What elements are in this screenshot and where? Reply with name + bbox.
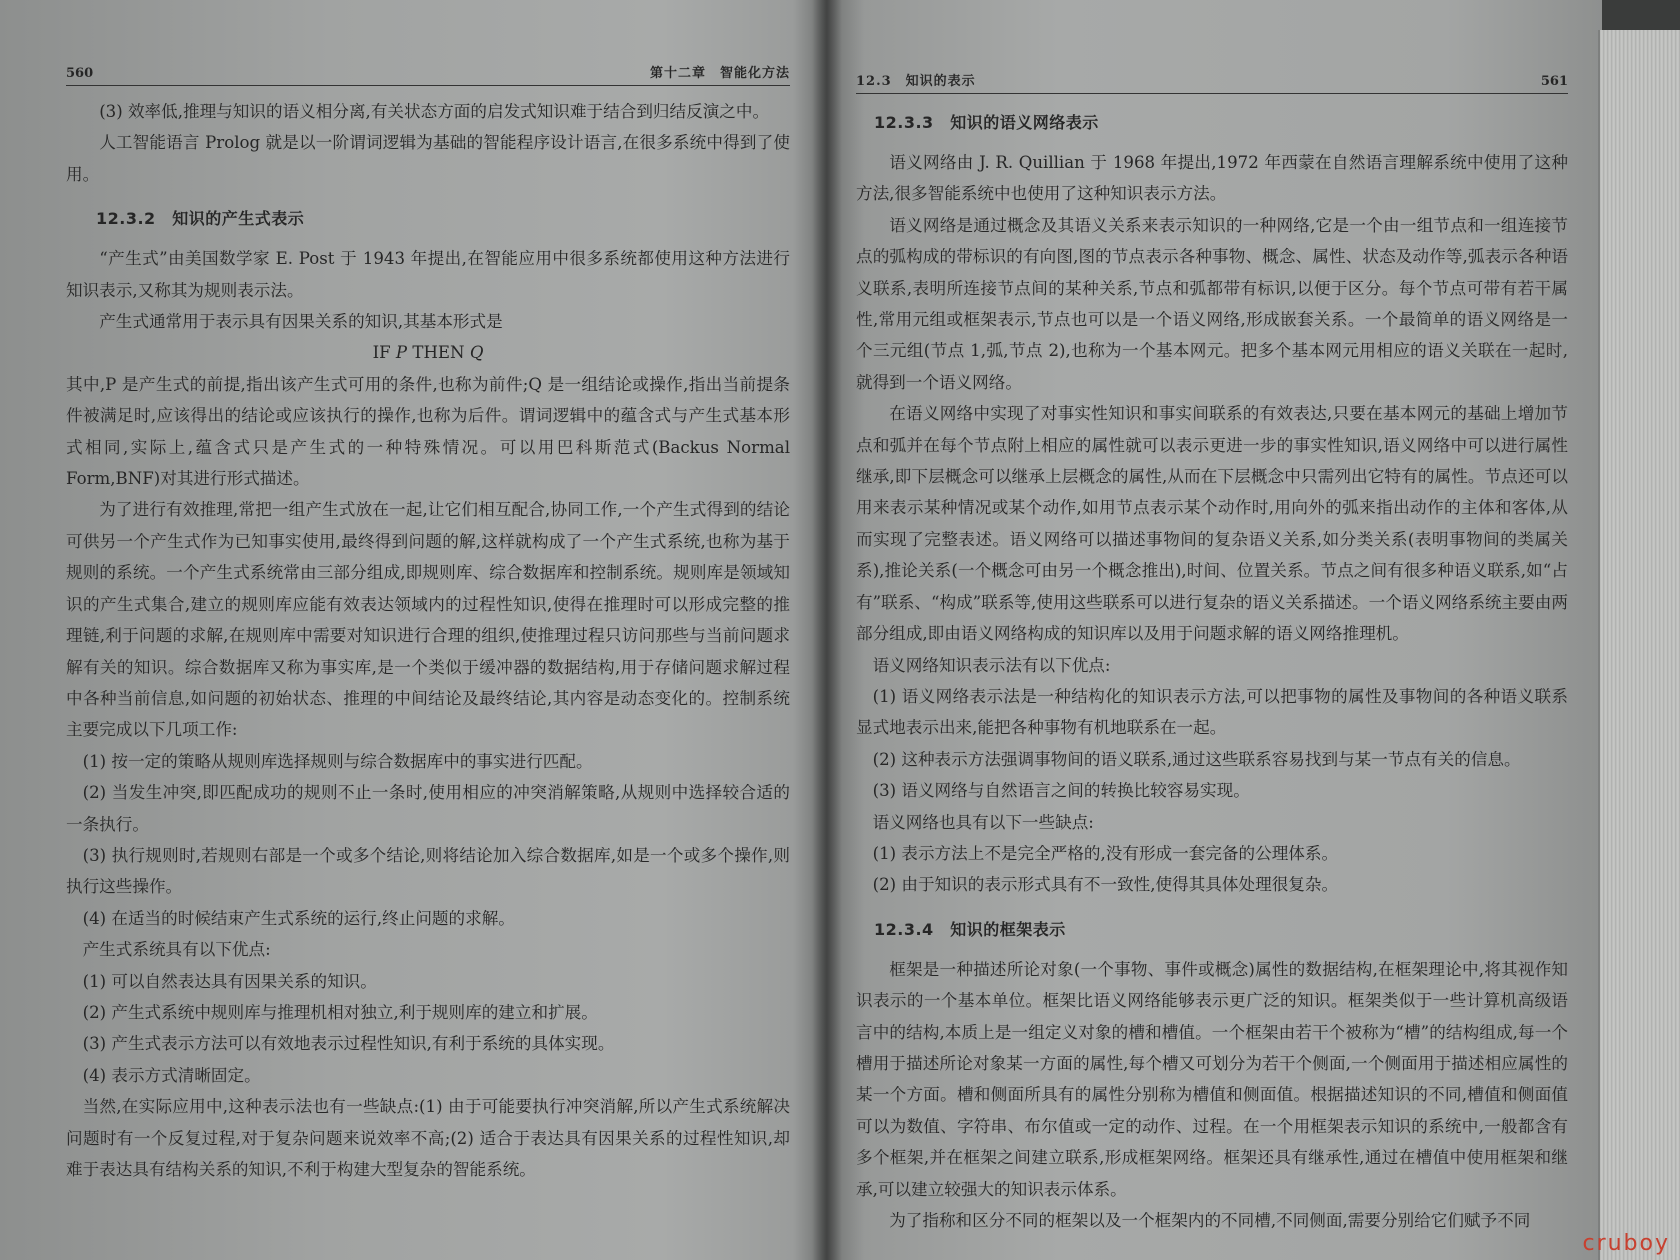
paragraph: 其中,P 是产生式的前提,指出该产生式可用的条件,也称为前件;Q 是一组结论或操作,指出当前提条件被满足时,应该得出的结论或应该执行的操作,也称为后件。谓词逻辑中的蕴含式与产生式基本形式相同,实际上,蕴含式只是产生式的一种特殊情况。可以用巴科斯范式(Backus Normal Form,BNF)对其进行形式描述。: [66, 374, 790, 489]
left-page-number: 560: [66, 66, 94, 81]
paragraph: 人工智能语言 Prolog 就是以一阶谓词逻辑为基础的智能程序设计语言,在很多系统中得到了使用。: [66, 133, 790, 184]
right-page: [826, 0, 1602, 1260]
list-item: (3) 执行规则时,若规则右部是一个或多个结论,则将结论加入综合数据库,如是一个或多个操作,则执行这些操作。: [66, 845, 790, 897]
right-page-header: [856, 70, 1568, 94]
list-item: (4) 表示方式清晰固定。: [82, 1065, 261, 1085]
paragraph: 语义网络是通过概念及其语义关系来表示知识的一种网络,它是一个由一组节点和一组连接节点的弧构成的带标识的有向图,图的节点表示各种事物、概念、属性、状态及动作等,弧表示各种语义联系,表明所连接节点间的某种关系,节点和弧都带有标识,以便于区分。每个节点可带有若干属性,常用元组或框架表示,节点也可以是一个语义网络,形成嵌套关系。一个最简单的语义网络是一个三元组(节点 1,弧,节点 2),也称为一个基本网元。把多个基本网元用相应的语义关联在一起时,就得到一个语义网络。: [856, 215, 1568, 392]
formula-then: THEN: [412, 343, 465, 363]
production-rule-formula: [66, 337, 790, 368]
paragraph: 为了指称和区分不同的框架以及一个框架内的不同槽,不同侧面,需要分别给它们赋予不同: [889, 1211, 1531, 1230]
list-item: (1) 可以自然表达具有因果关系的知识。: [82, 971, 377, 991]
advantages-intro: 产生式系统具有以下优点:: [82, 940, 271, 960]
paragraph: 当然,在实际应用中,这种表示法也有一些缺点:(1) 由于可能要执行冲突消解,所以产生式系统解决问题时有一个反复过程,对于复杂问题来说效率不高;(2) 适合于表达具有因果关系的过程性知识,却难于表达具有结构关系的知识,不利于构建大型复杂的智能系统。: [66, 1097, 790, 1179]
section-heading-semantic-network: 12.3.3 知识的语义网络表示: [874, 113, 1099, 132]
advantages-intro: 语义网络知识表示法有以下优点:: [872, 655, 1111, 675]
book-spine: [812, 0, 842, 1260]
section-heading-production: 12.3.2 知识的产生式表示: [96, 209, 305, 229]
list-item: (1) 语义网络表示法是一种结构化的知识表示方法,可以把事物的属性及事物间的各种语义联系显式地表示出来,能把各种事物有机地联系在一起。: [856, 686, 1568, 738]
formula-q: Q: [469, 343, 484, 363]
paragraph: “产生式”由美国数学家 E. Post 于 1943 年提出,在智能应用中很多系统都使用这种方法进行知识表示,又称其为规则表示法。: [66, 249, 790, 300]
list-item: (3) 语义网络与自然语言之间的转换比较容易实现。: [872, 781, 1250, 801]
left-running-head: 第十二章 智能化方法: [649, 66, 790, 81]
disadvantages-intro: 语义网络也具有以下一些缺点:: [872, 812, 1094, 832]
page-edges: [1598, 30, 1680, 1260]
section-heading-frame: 12.3.4 知识的框架表示: [874, 919, 1066, 939]
right-page-number: 561: [1540, 74, 1568, 89]
paragraph: 为了进行有效推理,常把一组产生式放在一起,让它们相互配合,协同工作,一个产生式得到的结论可供另一个产生式作为已知事实使用,最终得到问题的解,这样就构成了一个产生式系统,也称为基于规则的系统。一个产生式系统常由三部分组成,即规则库、综合数据库和控制系统。规则库是领域知识的产生式集合,建立的规则库应能有效表达领域内的过程性知识,使得在推理时可以形成完整的推理链,利于问题的求解,在规则库中需要对知识进行合理的组织,使推理过程只访问那些与当前问题求解有关的知识。综合数据库又称为事实库,是一个类似于缓冲器的数据结构,用于存储问题求解过程中各种当前信息,如问题的初始状态、推理的中间结论及最终结论,其内容是动态变化的。控制系统主要完成以下几项工作:: [66, 500, 790, 740]
list-item: (2) 由于知识的表示形式具有不一致性,使得其具体处理很复杂。: [872, 875, 1339, 895]
paragraph: 语义网络由 J. R. Quillian 于 1968 年提出,1972 年西蒙在自然语言理解系统中使用了这种方法,很多智能系统中也使用了这种知识表示方法。: [856, 153, 1568, 204]
right-running-head: 12.3 知识的表示: [856, 74, 976, 89]
list-item: (1) 表示方法上不是完全严格的,没有形成一套完备的公理体系。: [872, 843, 1339, 863]
left-page-header: [66, 62, 790, 86]
paragraph: (3) 效率低,推理与知识的语义相分离,有关状态方面的启发式知识难于结合到归结反演之中。: [99, 102, 770, 121]
list-item: (2) 这种表示方法强调事物间的语义联系,通过这些联系容易找到与某一节点有关的信息。: [872, 749, 1521, 769]
list-item: (4) 在适当的时候结束产生式系统的运行,终止问题的求解。: [82, 908, 515, 928]
paragraph: 框架是一种描述所论对象(一个事物、事件或概念)属性的数据结构,在框架理论中,将其视作知识表示的一个基本单位。框架比语义网络能够表示更广泛的知识。框架类似于一些计算机高级语言中的结构,本质上是一组定义对象的槽和槽值。一个框架由若干个被称为“槽”的结构组成,每一个槽用于描述所论对象某一方面的属性,每个槽又可划分为若干个侧面,一个侧面用于描述相应属性的某一个方面。槽和侧面所具有的属性分别称为槽值和侧面值。根据描述知识的不同,槽值和侧面值可以为数值、字符串、布尔值或一定的动作、过程。在一个用框架表示知识的系统中,一般都含有多个框架,并在框架之间建立联系,形成框架网络。框架还具有继承性,通过在槽值中使用框架和继承,可以建立较强大的知识表示体系。: [856, 959, 1568, 1199]
left-page: [0, 0, 826, 1260]
list-item: (2) 产生式系统中规则库与推理机相对独立,利于规则库的建立和扩展。: [82, 1002, 598, 1022]
list-item: (3) 产生式表示方法可以有效地表示过程性知识,有利于系统的具体实现。: [82, 1034, 615, 1054]
watermark: cruboy: [1582, 1231, 1670, 1256]
list-item: (1) 按一定的策略从规则库选择规则与综合数据库中的事实进行匹配。: [82, 751, 593, 771]
paragraph: 产生式通常用于表示具有因果关系的知识,其基本形式是: [99, 312, 503, 332]
paragraph: 在语义网络中实现了对事实性知识和事实间联系的有效表达,只要在基本网元的基础上增加节点和弧并在每个节点附上相应的属性就可以表示更进一步的事实性知识,语义网络中可以进行属性继承,即下层概念可以继承上层概念的属性,从而在下层概念中只需列出它特有的属性。节点还可以用来表示某种情况或某个动作,如用节点表示某个动作时,用向外的弧来指出动作的主体和客体,从而实现了完整表述。语义网络可以描述事物间的复杂语义关系,如分类关系(表明事物间的类属关系),推论关系(一个概念可由另一个概念推出),时间、位置关系。节点之间有很多种语义联系,如“占有”联系、“构成”联系等,使用这些联系可以进行复杂的语义关系描述。一个语义网络系统主要由两部分组成,即由语义网络构成的知识库以及用于问题求解的语义网络推理机。: [856, 404, 1568, 644]
formula-if: IF: [372, 343, 391, 363]
formula-p: P: [395, 343, 408, 363]
list-item: (2) 当发生冲突,即匹配成功的规则不止一条时,使用相应的冲突消解策略,从规则中选择较合适的一条执行。: [66, 783, 790, 834]
